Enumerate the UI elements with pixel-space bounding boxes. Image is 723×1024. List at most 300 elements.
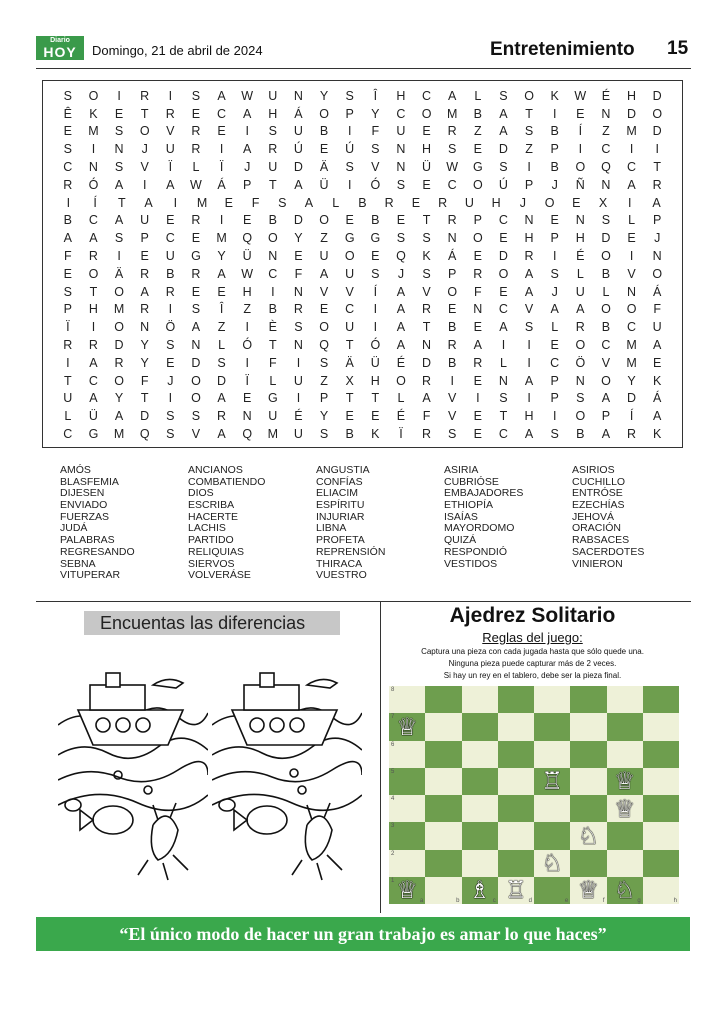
wordsearch-row	[49, 158, 676, 176]
wordsearch-letter: P	[140, 231, 149, 246]
wordsearch-letter: R	[422, 373, 432, 388]
wordsearch-letter: A	[396, 320, 406, 335]
word-list-item: CUBRIÓSE	[444, 475, 499, 488]
wordsearch-letter: S	[278, 195, 287, 210]
wordsearch-letter: E	[576, 106, 585, 121]
wordsearch-letter: C	[627, 320, 637, 335]
wordsearch-letter: Ü	[422, 160, 432, 175]
wordsearch-letter: N	[524, 213, 534, 228]
rule-3: Si hay un rey en el tablero, debe ser la pieza final.	[443, 671, 622, 680]
wordsearch-letter: K	[653, 373, 662, 388]
wordsearch-letter: E	[345, 409, 354, 424]
wordsearch-letter: E	[63, 124, 72, 139]
wordsearch-letter: S	[524, 320, 534, 335]
wordsearch-letter: D	[293, 160, 303, 175]
wordsearch-letter: M	[196, 195, 208, 210]
file-label: c	[492, 898, 496, 904]
wordsearch-letter: B	[319, 124, 329, 139]
wordsearch-letter: U	[268, 88, 278, 103]
wordsearch-letter: C	[627, 160, 637, 175]
word-list-item: VUESTRO	[316, 569, 367, 582]
wordsearch-letter: H	[575, 231, 585, 246]
wordsearch-letter: D	[140, 409, 150, 424]
wordsearch-letter: N	[191, 338, 201, 353]
wordsearch-letter: I	[501, 338, 506, 353]
wordsearch-letter: I	[168, 391, 173, 406]
wordsearch-letter: I	[271, 284, 275, 299]
rook-icon: ♖	[505, 876, 527, 905]
wordsearch-letter: V	[319, 284, 329, 299]
wordsearch-letter: I	[527, 338, 531, 353]
wordsearch-grid	[42, 80, 683, 448]
word-list-item: DIJESEN	[60, 487, 105, 500]
wordsearch-letter: E	[473, 249, 482, 264]
wordsearch-letter: Q	[242, 427, 253, 442]
wordsearch-letter: E	[422, 124, 431, 139]
wordsearch-letter: A	[243, 106, 252, 121]
wordsearch-letter: Y	[319, 88, 329, 103]
wordsearch-letter: R	[268, 142, 278, 157]
wordsearch-letter: U	[652, 320, 662, 335]
wordsearch-letter: P	[63, 302, 72, 317]
wordsearch-letter: P	[550, 142, 559, 157]
word-list-item: ASIRIOS	[572, 464, 615, 476]
wordsearch-row	[49, 407, 676, 425]
wordsearch-letter: I	[117, 249, 121, 264]
wordsearch-letter: N	[268, 249, 278, 264]
wordsearch-letter: Z	[243, 302, 251, 317]
wordsearch-letter: E	[224, 195, 233, 210]
wordsearch-letter: E	[217, 124, 226, 139]
wordsearch-letter: R	[88, 249, 98, 264]
wordsearch-letter: V	[422, 284, 431, 299]
wordsearch-letter: Y	[319, 409, 329, 424]
wordsearch-letter: A	[652, 195, 661, 210]
differences-title: Encuentas las diferencias	[84, 611, 340, 635]
wordsearch-letter: O	[601, 249, 611, 264]
wordsearch-letter: F	[294, 266, 303, 281]
rank-label: 3	[391, 823, 395, 830]
board-square-b3	[425, 822, 461, 849]
board-square-h6	[643, 741, 679, 768]
board-square-f6	[570, 741, 606, 768]
wordsearch-row	[49, 425, 676, 443]
wordsearch-letter: N	[114, 142, 124, 157]
board-square-e3	[534, 822, 570, 849]
wordsearch-letter: Ñ	[575, 177, 585, 192]
wordsearch-letter: Z	[525, 142, 533, 157]
board-square-c7	[462, 713, 498, 740]
differences-picture-right	[212, 655, 362, 895]
wordsearch-row	[49, 87, 676, 105]
wordsearch-letter: L	[551, 320, 559, 335]
wordsearch-letter: O	[472, 177, 483, 192]
wordsearch-letter: Y	[140, 338, 149, 353]
rule-1: Captura una pieza con cada jugada hasta que sólo quede una.	[421, 647, 644, 656]
wordsearch-letter: Ü	[88, 409, 98, 424]
wordsearch-letter: L	[499, 355, 507, 370]
wordsearch-letter: U	[345, 266, 355, 281]
word-list-item: JUDÁ	[60, 522, 88, 535]
file-label: g	[637, 898, 641, 904]
wordsearch-letter: A	[524, 284, 534, 299]
wordsearch-letter: A	[191, 320, 201, 335]
wordsearch-letter: N	[242, 409, 252, 424]
wordsearch-letter: S	[319, 427, 329, 442]
wordsearch-letter: A	[89, 231, 98, 246]
wordsearch-letter: R	[165, 106, 175, 121]
word-list-item: COMBATIENDO	[188, 475, 266, 488]
rank-label: 6	[391, 741, 395, 748]
wordsearch-letter: A	[217, 266, 226, 281]
board-square-f4	[570, 795, 606, 822]
wordsearch-letter: A	[114, 213, 124, 228]
queen-icon: ♕	[396, 876, 418, 905]
wordsearch-letter: I	[245, 124, 249, 139]
wordsearch-letter: D	[652, 88, 662, 103]
wordsearch-letter: Á	[217, 177, 226, 192]
wordsearch-letter: E	[422, 177, 431, 192]
wordsearch-letter: C	[447, 177, 457, 192]
wordsearch-letter: E	[572, 195, 581, 210]
wordsearch-letter: L	[628, 213, 636, 228]
wordsearch-letter: R	[191, 124, 201, 139]
queen-icon: ♕	[577, 876, 600, 905]
board-square-h5	[643, 768, 679, 795]
board-square-g1	[607, 877, 643, 904]
wordsearch-letter: O	[575, 160, 586, 175]
differences-picture-left	[58, 655, 208, 895]
wordsearch-letter: C	[498, 302, 508, 317]
wordsearch-letter: Ï	[168, 160, 173, 175]
file-label: h	[673, 898, 677, 904]
wordsearch-letter: Q	[319, 338, 329, 353]
wordsearch-letter: B	[550, 160, 559, 175]
wordsearch-letter: D	[498, 142, 508, 157]
wordsearch-letter: E	[166, 355, 175, 370]
board-square-a3	[389, 822, 425, 849]
wordsearch-letter: V	[524, 302, 534, 317]
wordsearch-letter: W	[241, 266, 254, 281]
wordsearch-row	[49, 123, 676, 141]
wordsearch-letter: E	[217, 284, 226, 299]
wordsearch-letter: E	[499, 231, 508, 246]
wordsearch-letter: N	[575, 213, 585, 228]
word-list-item: RESPONDIÓ	[444, 545, 508, 558]
wordsearch-letter: H	[396, 88, 406, 103]
wordsearch-letter: T	[268, 177, 277, 192]
wordsearch-letter: I	[168, 302, 173, 317]
wordsearch-letter: S	[371, 142, 380, 157]
wordsearch-letter: I	[168, 88, 173, 103]
word-list-item: ESPÍRITU	[316, 499, 365, 512]
board-square-h2	[643, 850, 679, 877]
board-square-h4	[643, 795, 679, 822]
word-list-item: FUERZAS	[60, 510, 110, 523]
wordsearch-letter: D	[191, 355, 201, 370]
wordsearch-letter: U	[165, 142, 175, 157]
wordsearch-letter: D	[627, 106, 637, 121]
wordsearch-letter: T	[89, 284, 98, 299]
wordsearch-letter: S	[166, 338, 175, 353]
wordsearch-letter: E	[319, 142, 329, 157]
wordsearch-letter: U	[345, 320, 355, 335]
wordsearch-letter: F	[140, 373, 149, 388]
wordsearch-letter: L	[602, 284, 610, 299]
word-list-item: THIRACA	[316, 557, 363, 570]
wordsearch-letter: N	[293, 338, 303, 353]
wordsearch-letter: R	[384, 195, 394, 210]
wordsearch-letter: È	[268, 320, 277, 335]
wordsearch-letter: A	[524, 266, 534, 281]
wordsearch-letter: S	[268, 124, 277, 139]
wordsearch-letter: X	[598, 195, 608, 210]
wordsearch-letter: I	[629, 142, 634, 157]
bishop-icon: ♗	[468, 876, 491, 905]
wordsearch-letter: Y	[371, 106, 380, 121]
wordsearch-letter: O	[472, 231, 483, 246]
rank-label: 7	[391, 714, 395, 721]
wordsearch-letter: R	[447, 124, 457, 139]
wordsearch-letter: T	[140, 106, 149, 121]
wordsearch-letter: U	[464, 195, 474, 210]
wordsearch-row	[49, 229, 676, 247]
wordsearch-letter: R	[447, 213, 457, 228]
wordsearch-letter: F	[371, 124, 380, 139]
file-label: a	[419, 898, 424, 904]
word-list-item: DIOS	[188, 487, 214, 500]
wordsearch-row	[49, 390, 676, 408]
wordsearch-letter: K	[422, 249, 431, 264]
wordsearch-letter: B	[576, 427, 585, 442]
wordsearch-letter: A	[396, 302, 406, 317]
wordsearch-letter: C	[217, 106, 227, 121]
wordsearch-letter: P	[448, 266, 457, 281]
board-square-e2	[534, 850, 570, 877]
knight-icon: ♘	[577, 821, 600, 850]
rank-label: 2	[391, 850, 395, 857]
board-square-d2	[498, 850, 534, 877]
wordsearch-letter: P	[550, 373, 559, 388]
wordsearch-letter: S	[166, 409, 175, 424]
board-square-c3	[462, 822, 498, 849]
wordsearch-letter: A	[294, 177, 303, 192]
wordsearch-letter: O	[139, 124, 150, 139]
word-list-item: JEHOVÁ	[572, 510, 615, 523]
wordsearch-letter: K	[653, 427, 662, 442]
wordsearch-letter: D	[498, 249, 508, 264]
word-list-item: ASIRIA	[444, 464, 479, 476]
wordsearch-letter: T	[345, 391, 354, 406]
wordsearch-letter: A	[217, 427, 226, 442]
wordsearch-letter: S	[499, 88, 508, 103]
wordsearch-letter: R	[140, 88, 150, 103]
word-list-item: PALABRAS	[60, 534, 115, 547]
wordsearch-letter: K	[89, 106, 98, 121]
wordsearch-letter: O	[544, 195, 555, 210]
word-list-item: INJURIAR	[316, 510, 365, 523]
wordsearch-letter: O	[447, 284, 458, 299]
board-square-g5	[607, 768, 643, 795]
wordsearch-letter: M	[626, 338, 637, 353]
wordsearch-letter: N	[396, 160, 406, 175]
wordsearch-letter: B	[550, 124, 559, 139]
word-list-item: ORACIÓN	[572, 522, 622, 535]
rank-label: 4	[391, 796, 395, 802]
board-square-e4	[534, 795, 570, 822]
wordsearch-letter: A	[304, 195, 314, 210]
wordsearch-letter: P	[473, 213, 482, 228]
board-square-d3	[498, 822, 534, 849]
wordsearch-letter: F	[653, 302, 661, 317]
wordsearch-letter: S	[422, 231, 431, 246]
wordsearch-letter: P	[524, 177, 534, 192]
wordsearch-letter: R	[473, 266, 483, 281]
word-list-item: ENVIADO	[60, 499, 108, 512]
word-list-item: VINIERON	[572, 557, 623, 570]
wordsearch-letter: G	[267, 391, 278, 406]
wordsearch-letter: U	[268, 160, 278, 175]
wordsearch-letter: B	[448, 355, 457, 370]
wordsearch-letter: O	[652, 106, 663, 121]
wordsearch-letter: C	[498, 213, 508, 228]
wordsearch-letter: I	[552, 249, 557, 264]
wordsearch-letter: W	[574, 88, 587, 103]
wordsearch-letter: K	[550, 88, 559, 103]
wordsearch-letter: L	[64, 409, 72, 424]
wordsearch-letter: E	[243, 213, 252, 228]
wordsearch-letter: F	[63, 249, 72, 264]
wordsearch-letter: L	[397, 391, 405, 406]
wordsearch-letter: É	[576, 249, 585, 264]
wordsearch-letter: O	[626, 302, 637, 317]
wordsearch-letter: Ö	[575, 355, 586, 370]
wordsearch-letter: N	[575, 373, 585, 388]
wordsearch-letter: E	[473, 142, 482, 157]
wordsearch-letter: S	[345, 160, 354, 175]
wordsearch-letter: A	[499, 106, 508, 121]
wordsearch-letter: U	[63, 391, 73, 406]
wordsearch-letter: Ó	[370, 338, 381, 353]
wordsearch-letter: P	[550, 391, 559, 406]
wordsearch-row	[49, 283, 676, 301]
wordsearch-letter: T	[268, 338, 277, 353]
quote-text: “El único modo de hacer un gran trabajo es amar lo que haces”	[119, 924, 607, 944]
wordsearch-letter: H	[242, 284, 252, 299]
board-square-g3	[607, 822, 643, 849]
wordsearch-letter: E	[473, 373, 482, 388]
word-list-item: ESCRIBA	[188, 499, 235, 512]
wordsearch-letter: P	[243, 177, 252, 192]
wordsearch-letter: T	[653, 160, 661, 175]
wordsearch-letter: É	[601, 88, 611, 103]
wordsearch-letter: V	[166, 124, 175, 139]
wordsearch-letter: B	[268, 302, 277, 317]
wordsearch-letter: Ó	[242, 338, 253, 353]
wordsearch-letter: A	[89, 355, 98, 370]
word-list-item: RELIQUIAS	[188, 545, 245, 558]
wordsearch-letter: Y	[217, 249, 226, 264]
wordsearch-letter: T	[422, 320, 431, 335]
wordsearch-letter: Ó	[370, 177, 381, 192]
wordsearch-letter: Á	[294, 106, 303, 121]
board-square-g8	[607, 686, 643, 713]
wordsearch-letter: B	[166, 266, 175, 281]
board-square-f3	[570, 822, 606, 849]
wordsearch-letter: C	[88, 373, 98, 388]
wordsearch-letter: Ï	[66, 320, 70, 335]
wordsearch-letter: D	[627, 391, 637, 406]
wordsearch-letter: R	[438, 195, 448, 210]
wordsearch-letter: I	[476, 391, 480, 406]
board-square-f8	[570, 686, 606, 713]
board-square-h3	[643, 822, 679, 849]
wordsearch-letter: Í	[373, 284, 378, 299]
word-list-item: PARTIDO	[188, 534, 234, 547]
wordsearch-letter: S	[191, 302, 201, 317]
wordsearch-letter: S	[63, 284, 72, 299]
wordsearch-row	[49, 140, 676, 158]
word-list-item: LIBNA	[316, 522, 347, 535]
wordsearch-letter: P	[319, 391, 329, 406]
wordsearch-row	[49, 265, 676, 283]
wordsearch-letter: R	[575, 320, 585, 335]
file-label: e	[564, 898, 569, 904]
word-list-item: PROFETA	[316, 534, 365, 547]
board-square-a7	[389, 713, 425, 740]
wordsearch-letter: M	[446, 106, 458, 121]
board-square-d4	[498, 795, 534, 822]
wordsearch-letter: T	[140, 391, 149, 406]
header-divider	[36, 68, 691, 69]
wordsearch-letter: I	[245, 320, 249, 335]
wordsearch-letter: N	[601, 177, 611, 192]
wordsearch-letter: A	[653, 409, 662, 424]
wordsearch-letter: A	[601, 427, 611, 442]
wordsearch-letter: O	[498, 266, 509, 281]
wordsearch-letter: R	[191, 213, 201, 228]
wordsearch-letter: S	[319, 355, 329, 370]
wordsearch-letter: C	[345, 302, 355, 317]
wordsearch-letter: A	[550, 302, 559, 317]
board-square-e5	[534, 768, 570, 795]
wordsearch-letter: R	[191, 266, 201, 281]
wordsearch-letter: A	[243, 142, 252, 157]
wordsearch-letter: A	[217, 391, 226, 406]
wordsearch-letter: E	[473, 320, 482, 335]
wordsearch-letter: A	[166, 177, 175, 192]
wordsearch-letter: H	[524, 231, 534, 246]
board-square-g7	[607, 713, 643, 740]
wordsearch-letter: R	[165, 284, 175, 299]
wordsearch-letter: E	[396, 213, 406, 228]
word-list-item: EZECHÍAS	[572, 499, 625, 512]
wordsearch-letter: K	[371, 427, 380, 442]
section-title: Entretenimiento	[490, 39, 635, 60]
board-square-c2	[462, 850, 498, 877]
section-divider	[36, 601, 691, 602]
wordsearch-letter: M	[88, 124, 99, 139]
rook-icon: ♖	[541, 767, 563, 796]
wordsearch-letter: A	[396, 338, 406, 353]
wordsearch-letter: I	[347, 124, 352, 139]
wordsearch-letter: T	[118, 195, 126, 210]
wordsearch-letter: J	[519, 195, 526, 210]
wordsearch-letter: A	[524, 427, 534, 442]
wordsearch-letter: T	[525, 106, 533, 121]
wordsearch-letter: N	[473, 302, 483, 317]
wordsearch-letter: S	[371, 266, 380, 281]
